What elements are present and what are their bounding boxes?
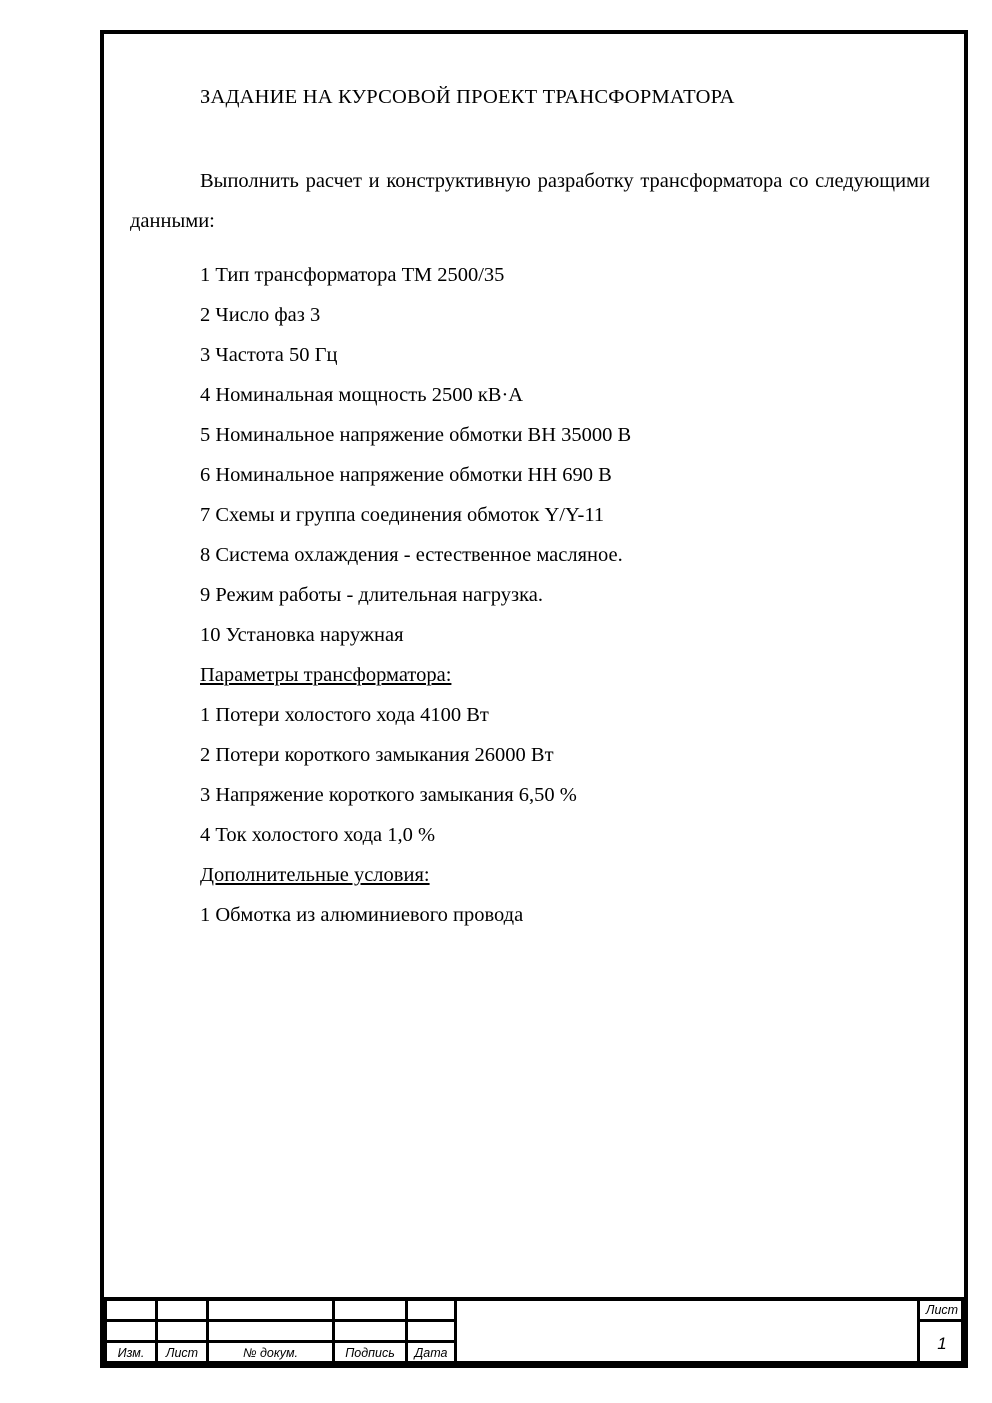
list-item: 4 Номинальная мощность 2500 кВ·А xyxy=(200,384,524,406)
title-block-col-doc-num: № докум. xyxy=(209,1343,335,1364)
list-item: 9 Режим работы - длительная нагрузка. xyxy=(200,584,543,606)
title-block-cell-empty xyxy=(104,1301,158,1322)
intro-paragraph: Выполнить расчет и конструктивную разработку трансформатора со следующими данными: xyxy=(130,170,930,232)
page-title: ЗАДАНИЕ НА КУРСОВОЙ ПРОЕКТ ТРАНСФОРМАТОРА xyxy=(200,86,735,108)
additional-conditions-list xyxy=(130,895,930,935)
list-item: 1 Тип трансформатора ТМ 2500/35 xyxy=(200,264,505,286)
list-item: 5 Номинальное напряжение обмотки ВН 35000 В xyxy=(200,424,632,446)
list-item: 2 Число фаз 3 xyxy=(200,304,321,326)
title-block-cell-empty xyxy=(104,1322,158,1343)
title-block-col-date: Дата xyxy=(408,1343,457,1364)
title-block-col-izm: Изм. xyxy=(104,1343,158,1364)
list-item: 7 Схемы и группа соединения обмоток Y/Y-11 xyxy=(200,504,605,526)
title-block-cell-empty xyxy=(408,1301,457,1322)
specs-list xyxy=(130,255,930,655)
additional-conditions-heading xyxy=(130,855,930,895)
list-item: 4 Ток холостого хода 1,0 % xyxy=(200,824,436,846)
list-item: 3 Напряжение короткого замыкания 6,50 % xyxy=(200,784,577,806)
title-block-cell-empty xyxy=(408,1322,457,1343)
title-block xyxy=(104,1297,964,1364)
title-block-grid xyxy=(104,1301,964,1364)
title-block-col-signature: Подпись xyxy=(335,1343,408,1364)
document-body xyxy=(130,86,930,935)
list-item: 2 Потери короткого замыкания 26000 Вт xyxy=(200,744,554,766)
parameters-heading xyxy=(130,655,930,695)
list-item: 6 Номинальное напряжение обмотки НН 690 В xyxy=(200,464,612,486)
list-item: 1 Обмотка из алюминиевого провода xyxy=(200,904,524,926)
list-item: 10 Установка наружная xyxy=(200,624,404,646)
list-item: 1 Потери холостого хода 4100 Вт xyxy=(200,704,489,726)
list-item: 8 Система охлаждения - естественное масляное. xyxy=(200,544,623,566)
title-block-sheet-label: Лист xyxy=(920,1301,964,1322)
title-block-col-list: Лист xyxy=(158,1343,209,1364)
title-block-cell-empty xyxy=(158,1301,209,1322)
title-block-cell-empty xyxy=(335,1322,408,1343)
list-item: 3 Частота 50 Гц xyxy=(200,344,338,366)
additional-conditions-heading-text: Дополнительные условия: xyxy=(200,864,430,886)
title-block-cell-empty xyxy=(158,1322,209,1343)
title-block-designation-field xyxy=(457,1301,920,1364)
parameters-list xyxy=(130,695,930,855)
title-block-cell-empty xyxy=(335,1301,408,1322)
title-block-sheet-number: 1 xyxy=(920,1322,964,1364)
parameters-heading-text: Параметры трансформатора: xyxy=(200,664,452,686)
title-block-cell-empty xyxy=(209,1322,335,1343)
title-block-cell-empty xyxy=(209,1301,335,1322)
